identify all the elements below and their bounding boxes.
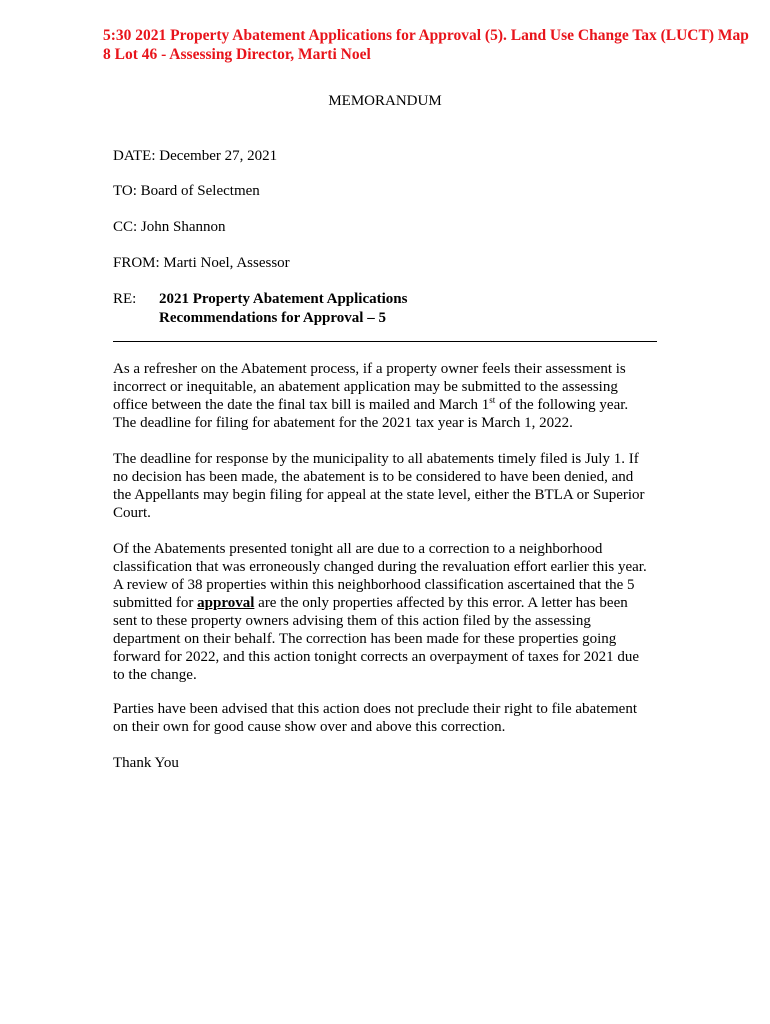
text-line: As a refresher on the Abatement process, if a property owner feels their assessment is <box>113 361 626 377</box>
text-span: of the following year. <box>495 397 629 413</box>
memo-subject-line-1: 2021 Property Abatement Applications <box>159 291 408 307</box>
text-line <box>113 594 663 612</box>
text-line: The deadline for response by the municipality to all abatements timely filed is July 1. If <box>113 451 639 467</box>
text-line: to the change. <box>113 667 197 683</box>
text-line: sent to these property owners advising them of this action filed by the assessing <box>113 613 591 629</box>
text-span: are the only properties affected by this error. A letter has been <box>254 595 628 611</box>
memo-from: FROM: Marti Noel, Assessor <box>113 255 290 271</box>
text-line: Parties have been advised that this action does not preclude their right to file abatement <box>113 701 637 717</box>
text-span: office between the date the final tax bill is mailed and March 1 <box>113 397 490 413</box>
paragraph-abatement-process <box>113 360 663 432</box>
agenda-header-line-1: 5:30 2021 Property Abatement Applications for Approval (5). Land Use Change Tax (LUCT) Map <box>103 27 749 44</box>
memo-date: DATE: December 27, 2021 <box>113 148 278 164</box>
approval-emphasis: approval <box>197 595 255 611</box>
memo-subject-text <box>159 290 407 328</box>
text-line: forward for 2022, and this action tonight corrects an overpayment of taxes for 2021 due <box>113 649 640 665</box>
memo-subject-line-2: Recommendations for Approval – 5 <box>159 310 386 326</box>
text-line: on their own for good cause show over and above this correction. <box>113 719 506 735</box>
text-line <box>113 396 663 414</box>
text-line: the Appellants may begin filing for appeal at the state level, either the BTLA or Superior <box>113 487 645 503</box>
agenda-item-header <box>103 26 753 64</box>
text-line: no decision has been made, the abatement is to be considered to have been denied, and <box>113 469 634 485</box>
text-line: department on their behalf. The correction has been made for these properties going <box>113 631 617 647</box>
text-line: A review of 38 properties within this neighborhood classification ascertained that the 5 <box>113 577 635 593</box>
memo-subject-label: RE: <box>113 291 137 307</box>
text-line: classification that was erroneously changed during the revaluation effort earlier this year. <box>113 559 647 575</box>
text-span: submitted for <box>113 595 198 611</box>
text-line: Of the Abatements presented tonight all are due to a correction to a neighborhood <box>113 541 603 557</box>
closing-text: Thank You <box>113 755 179 771</box>
text-line: incorrect or inequitable, an abatement application may be submitted to the assessing <box>113 379 618 395</box>
paragraph-parties-advised <box>113 700 663 736</box>
paragraph-correction-details <box>113 540 663 684</box>
memo-to: TO: Board of Selectmen <box>113 183 260 199</box>
divider-rule <box>113 341 657 342</box>
memo-cc: CC: John Shannon <box>113 219 226 235</box>
text-line: Court. <box>113 505 151 521</box>
text-line: The deadline for filing for abatement for the 2021 tax year is March 1, 2022. <box>113 415 573 431</box>
paragraph-response-deadline <box>113 450 663 522</box>
agenda-header-line-2: 8 Lot 46 - Assessing Director, Marti Noel <box>103 46 371 63</box>
superscript-st: st <box>489 395 496 405</box>
memo-title: MEMORANDUM <box>328 93 442 109</box>
